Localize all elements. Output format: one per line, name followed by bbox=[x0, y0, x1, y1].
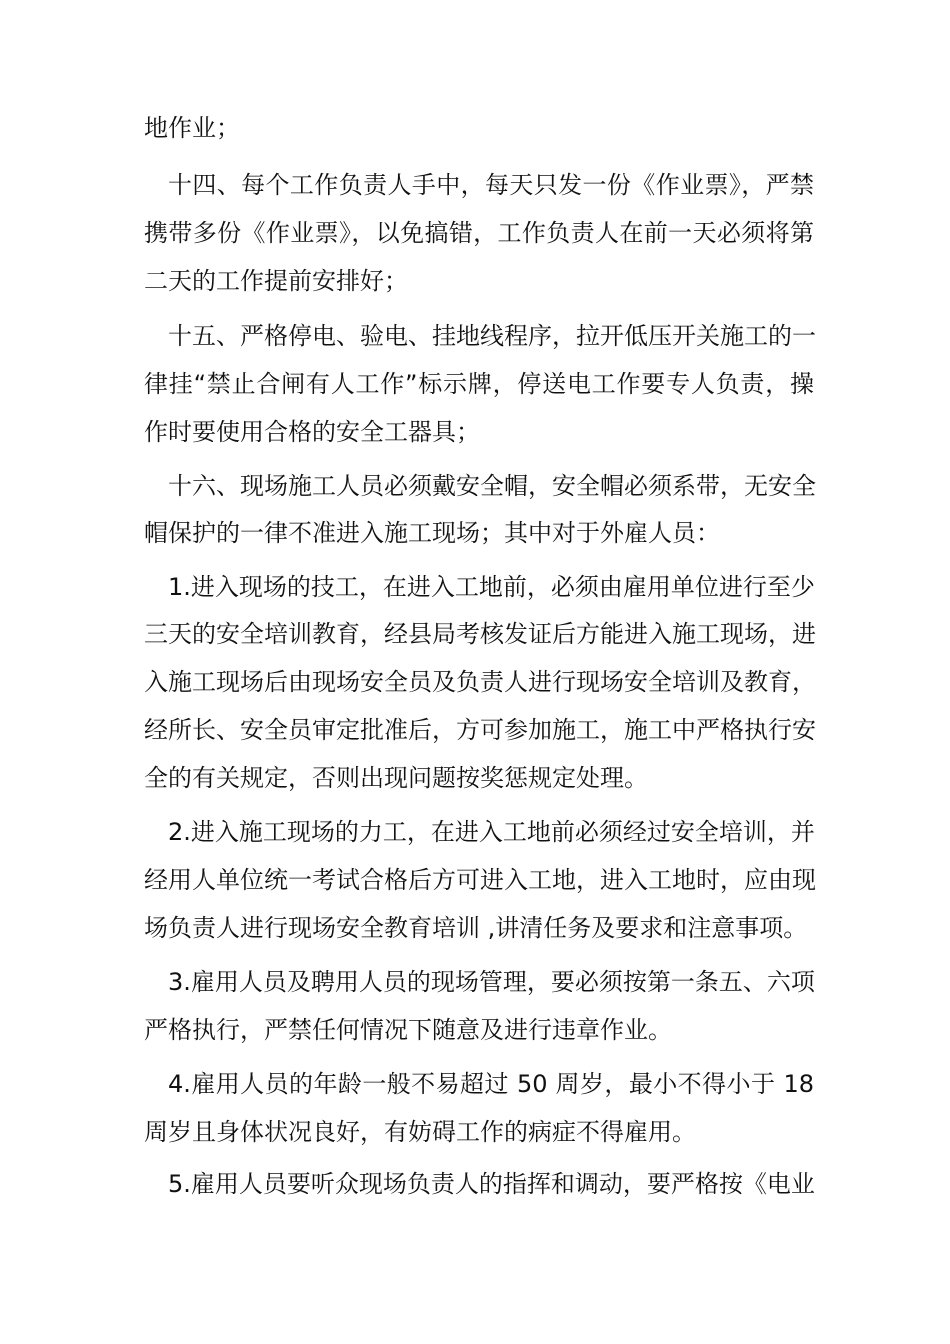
paragraph-line: 地作业； bbox=[144, 114, 240, 142]
paragraph-line: 5.雇用人员要听众现场负责人的指挥和调动，要严格按《电业 bbox=[168, 1170, 815, 1198]
paragraph-line: 携带多份《作业票》，以免搞错，工作负责人在前一天必须将第 bbox=[144, 219, 814, 247]
paragraph-line: 二天的工作提前安排好； bbox=[144, 267, 408, 295]
paragraph-line: 律挂“禁止合闸有人工作”标示牌，停送电工作要专人负责，操 bbox=[144, 370, 814, 398]
paragraph-line: 十四、每个工作负责人手中，每天只发一份《作业票》，严禁 bbox=[168, 171, 814, 199]
paragraph-line: 3.雇用人员及聘用人员的现场管理，要必须按第一条五、六项 bbox=[168, 968, 815, 996]
paragraph-line: 场负责人进行现场安全教育培训 ,讲清任务及要求和注意事项。 bbox=[144, 914, 808, 942]
paragraph-line: 4.雇用人员的年龄一般不易超过 50 周岁，最小不得小于 18 bbox=[168, 1070, 814, 1098]
paragraph-line: 作时要使用合格的安全工器具； bbox=[144, 418, 480, 446]
paragraph-line: 2.进入施工现场的力工，在进入工地前必须经过安全培训，并 bbox=[168, 818, 815, 846]
paragraph-line: 经所长、安全员审定批准后，方可参加施工，施工中严格执行安 bbox=[144, 716, 816, 744]
paragraph-line: 全的有关规定，否则出现问题按奖惩规定处理。 bbox=[144, 764, 648, 792]
paragraph-line: 1.进入现场的技工，在进入工地前，必须由雇用单位进行至少 bbox=[168, 573, 815, 601]
paragraph-line: 十六、现场施工人员必须戴安全帽，安全帽必须系带，无安全 bbox=[168, 472, 816, 500]
paragraph-line: 经用人单位统一考试合格后方可进入工地，进入工地时，应由现 bbox=[144, 866, 816, 894]
paragraph-line: 帽保护的一律不准进入施工现场；其中对于外雇人员： bbox=[144, 519, 720, 547]
paragraph-line: 十五、严格停电、验电、挂地线程序，拉开低压开关施工的一 bbox=[168, 322, 816, 350]
paragraph-line: 入施工现场后由现场安全员及负责人进行现场安全培训及教育， bbox=[144, 668, 816, 696]
paragraph-line: 严格执行，严禁任何情况下随意及进行违章作业。 bbox=[144, 1016, 672, 1044]
paragraph-line: 三天的安全培训教育，经县局考核发证后方能进入施工现场，进 bbox=[144, 620, 816, 648]
paragraph-line: 周岁且身体状况良好，有妨碍工作的病症不得雇用。 bbox=[144, 1118, 696, 1146]
